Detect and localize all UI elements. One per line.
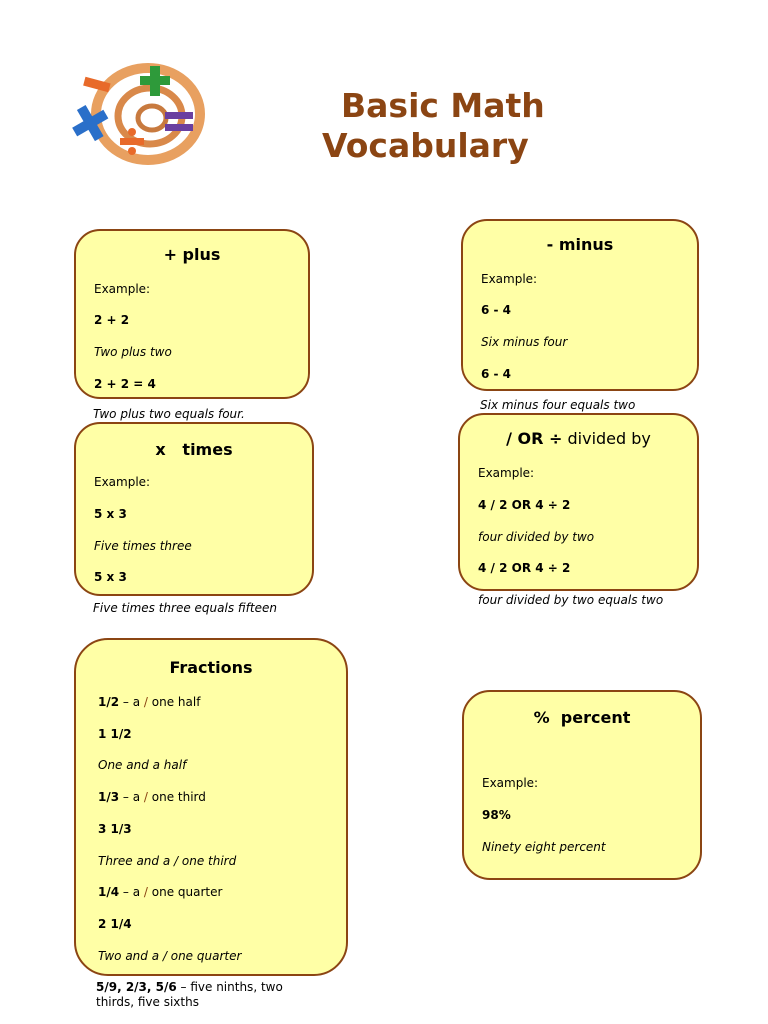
title-line-1: Basic Math — [341, 86, 545, 125]
fraction-mixed: 3 1/3 — [98, 822, 132, 836]
fraction-number: 1/2 — [98, 695, 120, 709]
fractions-footer-line2: thirds, five sixths — [96, 995, 199, 1009]
plus-card — [74, 229, 310, 399]
fraction-item — [98, 695, 200, 709]
fraction-name: one third — [147, 790, 206, 804]
fraction-slash: / — [143, 790, 148, 804]
math-operators-logo-icon — [60, 62, 205, 167]
divided-equation-words: four divided by two equals two — [478, 593, 664, 607]
fraction-number: 1/4 — [98, 885, 120, 899]
times-expression-words: Five times three — [94, 539, 192, 553]
percent-expression-words: Ninety eight percent — [482, 840, 606, 854]
divided-heading-words: divided by — [562, 429, 651, 448]
times-equation: 5 x 3 — [94, 570, 127, 584]
plus-example-label: Example: — [94, 282, 151, 296]
fraction-name: one half — [147, 695, 201, 709]
fractions-footer-numbers: 5/9, 2/3, 5/6 — [96, 980, 177, 994]
plus-equation-words: Two plus two equals four. — [93, 407, 245, 421]
times-heading — [76, 440, 312, 459]
times-equation-words: Five times three equals fifteen — [93, 601, 277, 615]
fraction-sep: – a — [119, 695, 144, 709]
times-example-label: Example: — [94, 475, 151, 489]
fraction-mixed: 2 1/4 — [98, 917, 132, 931]
percent-example-label: Example: — [482, 776, 539, 790]
fractions-footer — [96, 980, 283, 1010]
divided-card — [458, 413, 699, 591]
minus-equation-words: Six minus four equals two — [480, 398, 636, 412]
times-card — [74, 422, 314, 596]
times-heading-text: x times — [155, 440, 233, 459]
percent-heading-text: % percent — [533, 708, 631, 727]
fraction-mixed: 1 1/2 — [98, 727, 132, 741]
fractions-heading: Fractions — [169, 658, 253, 677]
divided-heading-symbols: / OR ÷ — [506, 429, 563, 448]
fraction-words: Two and a / one quarter — [98, 949, 242, 963]
fraction-words: Three and a / one third — [98, 854, 237, 868]
minus-heading: - minus — [546, 235, 614, 254]
percent-expression: 98% — [482, 808, 511, 822]
fraction-number: 1/3 — [98, 790, 120, 804]
minus-card — [461, 219, 699, 391]
minus-expression-words: Six minus four — [481, 335, 568, 349]
divided-expression: 4 / 2 OR 4 ÷ 2 — [478, 498, 571, 512]
divided-equation: 4 / 2 OR 4 ÷ 2 — [478, 561, 571, 575]
plus-expression: 2 + 2 — [94, 313, 130, 327]
divided-heading — [460, 429, 697, 448]
fraction-slash: / — [143, 885, 148, 899]
page-title — [300, 86, 600, 166]
plus-expression-words: Two plus two — [94, 345, 172, 359]
fraction-item — [98, 885, 222, 899]
title-line-2: Vocabulary — [322, 126, 529, 165]
fractions-footer-words: – five ninths, two — [176, 980, 283, 994]
fraction-name: one quarter — [147, 885, 223, 899]
divided-example-label: Example: — [478, 466, 535, 480]
fraction-sep: – a — [119, 790, 144, 804]
percent-card — [462, 690, 702, 880]
minus-example-label: Example: — [481, 272, 538, 286]
fraction-item — [98, 790, 206, 804]
times-expression: 5 x 3 — [94, 507, 127, 521]
plus-equation: 2 + 2 = 4 — [94, 377, 156, 391]
divided-expression-words: four divided by two — [478, 530, 595, 544]
minus-expression: 6 - 4 — [481, 303, 512, 317]
fraction-words: One and a half — [98, 758, 187, 772]
percent-heading — [464, 708, 700, 727]
fraction-sep: – a — [119, 885, 144, 899]
fractions-card — [74, 638, 348, 976]
fraction-slash: / — [143, 695, 148, 709]
plus-heading: + plus — [163, 245, 221, 264]
minus-equation: 6 - 4 — [481, 367, 512, 381]
